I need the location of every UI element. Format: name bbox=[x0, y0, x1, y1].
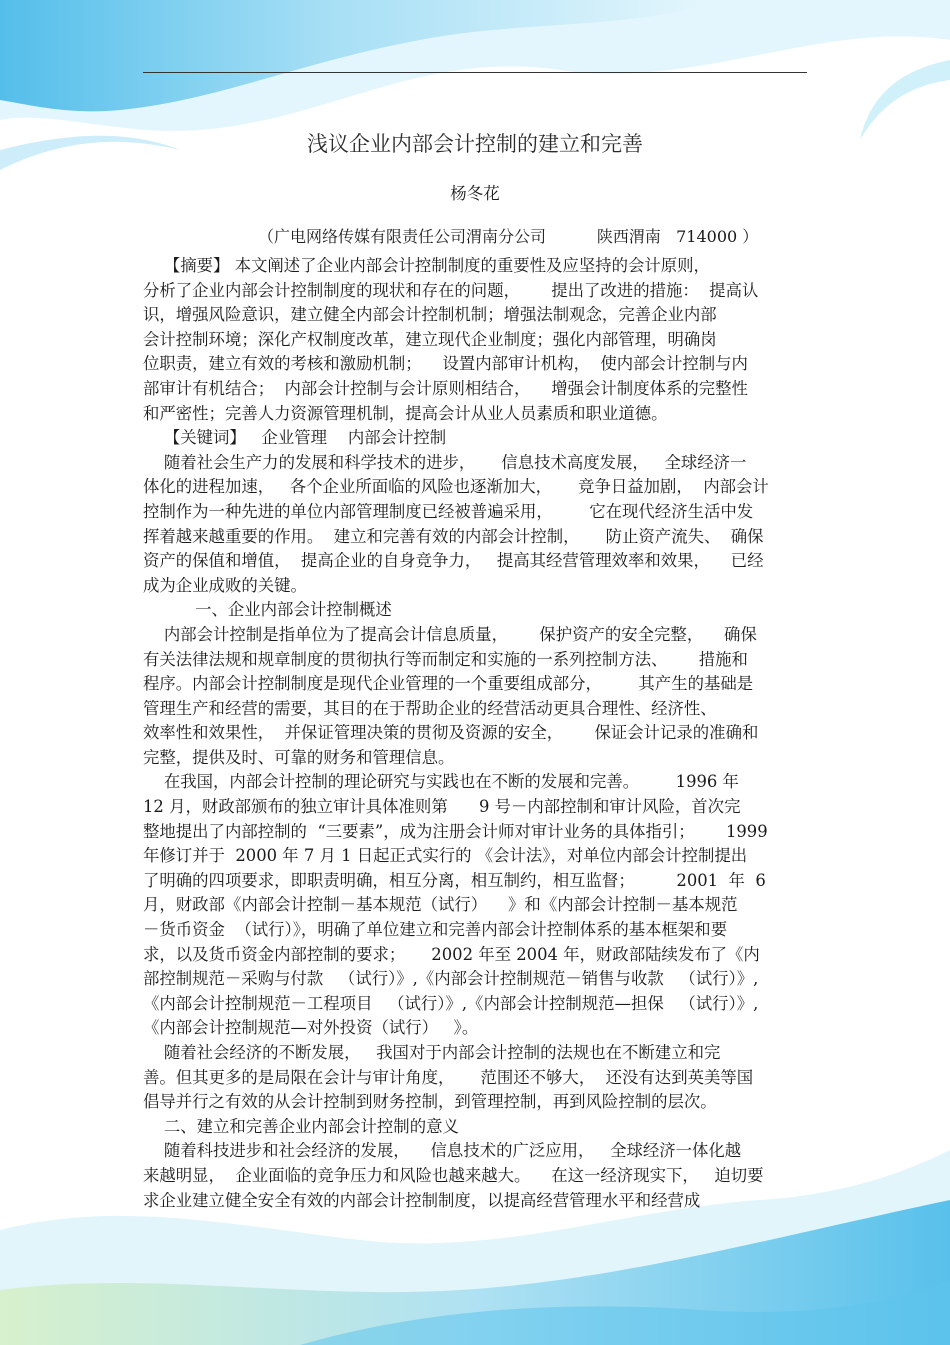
body-line: 部控制规范－采购与付款 （试行）》,《内部会计控制规范－销售与收款 （试行）》, bbox=[143, 969, 759, 989]
body-line: 一、企业内部会计控制概述 bbox=[143, 600, 392, 620]
body-line: 求企业建立健全安全有效的内部会计控制制度，以提高经营管理水平和经营成 bbox=[143, 1190, 701, 1210]
body-line: 在我国，内部会计控制的理论研究与实践也在不断的发展和完善。 1996 年 bbox=[143, 772, 739, 792]
body-line: 程序。内部会计控制制度是现代企业管理的一个重要组成部分， 其产生的基础是 bbox=[143, 674, 754, 694]
body-line: 年修订并于 2000 年 7 月 1 日起正式实行的 《会计法》，对单位内部会计控制提出 bbox=[143, 846, 748, 866]
body-line: 和严密性；完善人力资源管理机制，提高会计从业人员素质和职业道德。 bbox=[143, 403, 668, 423]
body-line: 【关键词】 企业管理 内部会计控制 bbox=[143, 428, 447, 448]
body-line: 善。但其更多的是局限在会计与审计角度， 范围还不够大， 还没有达到英美等国 bbox=[143, 1067, 754, 1087]
body-line: 效率性和效果性， 并保证管理决策的贯彻及资源的安全， 保证会计记录的准确和 bbox=[143, 723, 759, 743]
body-line: 二、建立和完善企业内部会计控制的意义 bbox=[143, 1116, 459, 1136]
body-line: 随着社会经济的不断发展， 我国对于内部会计控制的法规也在不断建立和完 bbox=[143, 1043, 721, 1062]
body-line: 了明确的四项要求，即职责明确，相互分离，相互制约，相互监督； 2001 年 6 bbox=[143, 870, 766, 890]
body-line: 求，以及货币资金内部控制的要求； 2002 年至 2004 年，财政部陆续发布了《内 bbox=[143, 944, 760, 964]
article-body bbox=[143, 254, 807, 1213]
body-line: 《内部会计控制规范—对外投资（试行） 》。 bbox=[143, 1018, 479, 1038]
body-line: 倡导并行之有效的从会计控制到财务控制，到管理控制，再到风险控制的层次。 bbox=[143, 1092, 717, 1112]
body-line: 识，增强风险意识，建立健全内部会计控制机制；增强法制观念，完善企业内部 bbox=[143, 305, 717, 325]
body-line: 内部会计控制是指单位为了提高会计信息质量， 保护资产的安全完整， 确保 bbox=[143, 624, 757, 644]
author-affiliation: （广电网络传媒有限责任公司渭南分公司 陕西渭南 714000 ） bbox=[258, 227, 759, 246]
body-line: 《内部会计控制规范－工程项目 （试行）》,《内部会计控制规范—担保 （试行）》, bbox=[143, 993, 759, 1013]
body-line: 来越明显， 企业面临的竞争压力和风险也越来越大。 在这一经济现实下， 迫切要 bbox=[143, 1165, 764, 1185]
body-line: 管理生产和经营的需要，其目的在于帮助企业的经营活动更具合理性、经济性、 bbox=[143, 698, 717, 718]
body-line: 体化的进程加速， 各个企业所面临的风险也逐渐加大， 竞争日益加剧， 内部会计 bbox=[143, 477, 769, 497]
body-line: 分析了企业内部会计控制制度的现状和存在的问题， 提出了改进的措施： 提高认 bbox=[143, 280, 759, 300]
header-rule bbox=[143, 72, 807, 73]
body-line: 完整，提供及时、可靠的财务和管理信息。 bbox=[143, 747, 455, 767]
body-line: 会计控制环境；深化产权制度改革，建立现代企业制度；强化内部管理，明确岗 bbox=[143, 329, 717, 349]
body-line: 位职责，建立有效的考核和激励机制； 设置内部审计机构， 使内部会计控制与内 bbox=[143, 354, 748, 374]
body-line: 成为企业成败的关键。 bbox=[143, 575, 307, 595]
body-line: 有关法律法规和规章制度的贯彻执行等而制定和实施的一系列控制方法、 措施和 bbox=[143, 649, 748, 669]
body-line: －货币资金 （试行）》，明确了单位建立和完善内部会计控制体系的基本框架和要 bbox=[143, 920, 728, 940]
body-line: 整地提出了内部控制的 “三要素”，成为注册会计师对审计业务的具体指引； 1999 bbox=[143, 821, 768, 841]
article-title: 浅议企业内部会计控制的建立和完善 bbox=[307, 132, 643, 156]
body-line: 随着社会生产力的发展和科学技术的进步， 信息技术高度发展， 全球经济一 bbox=[143, 452, 747, 472]
body-line: 部审计有机结合； 内部会计控制与会计原则相结合， 增强会计制度体系的完整性 bbox=[143, 378, 748, 398]
body-line: 挥着越来越重要的作用。 建立和完善有效的内部会计控制， 防止资产流失、 确保 bbox=[143, 526, 764, 546]
article-author: 杨冬花 bbox=[450, 184, 500, 203]
body-line: 12 月，财政部颁布的独立审计具体准则第 9 号－内部控制和审计风险，首次完 bbox=[143, 797, 741, 817]
body-line: 月，财政部《内部会计控制－基本规范（试行） 》和《内部会计控制－基本规范 bbox=[143, 895, 738, 915]
body-line: 控制作为一种先进的单位内部管理制度已经被普遍采用， 它在现代经济生活中发 bbox=[143, 501, 754, 521]
body-line: 随着科技进步和社会经济的发展， 信息技术的广泛应用， 全球经济一体化越 bbox=[143, 1141, 742, 1161]
body-line: 【摘要】 本文阐述了企业内部会计控制制度的重要性及应坚持的会计原则， bbox=[143, 256, 710, 275]
body-line: 资产的保值和增值， 提高企业的自身竞争力， 提高其经营管理效率和效果， 已经 bbox=[143, 551, 764, 571]
